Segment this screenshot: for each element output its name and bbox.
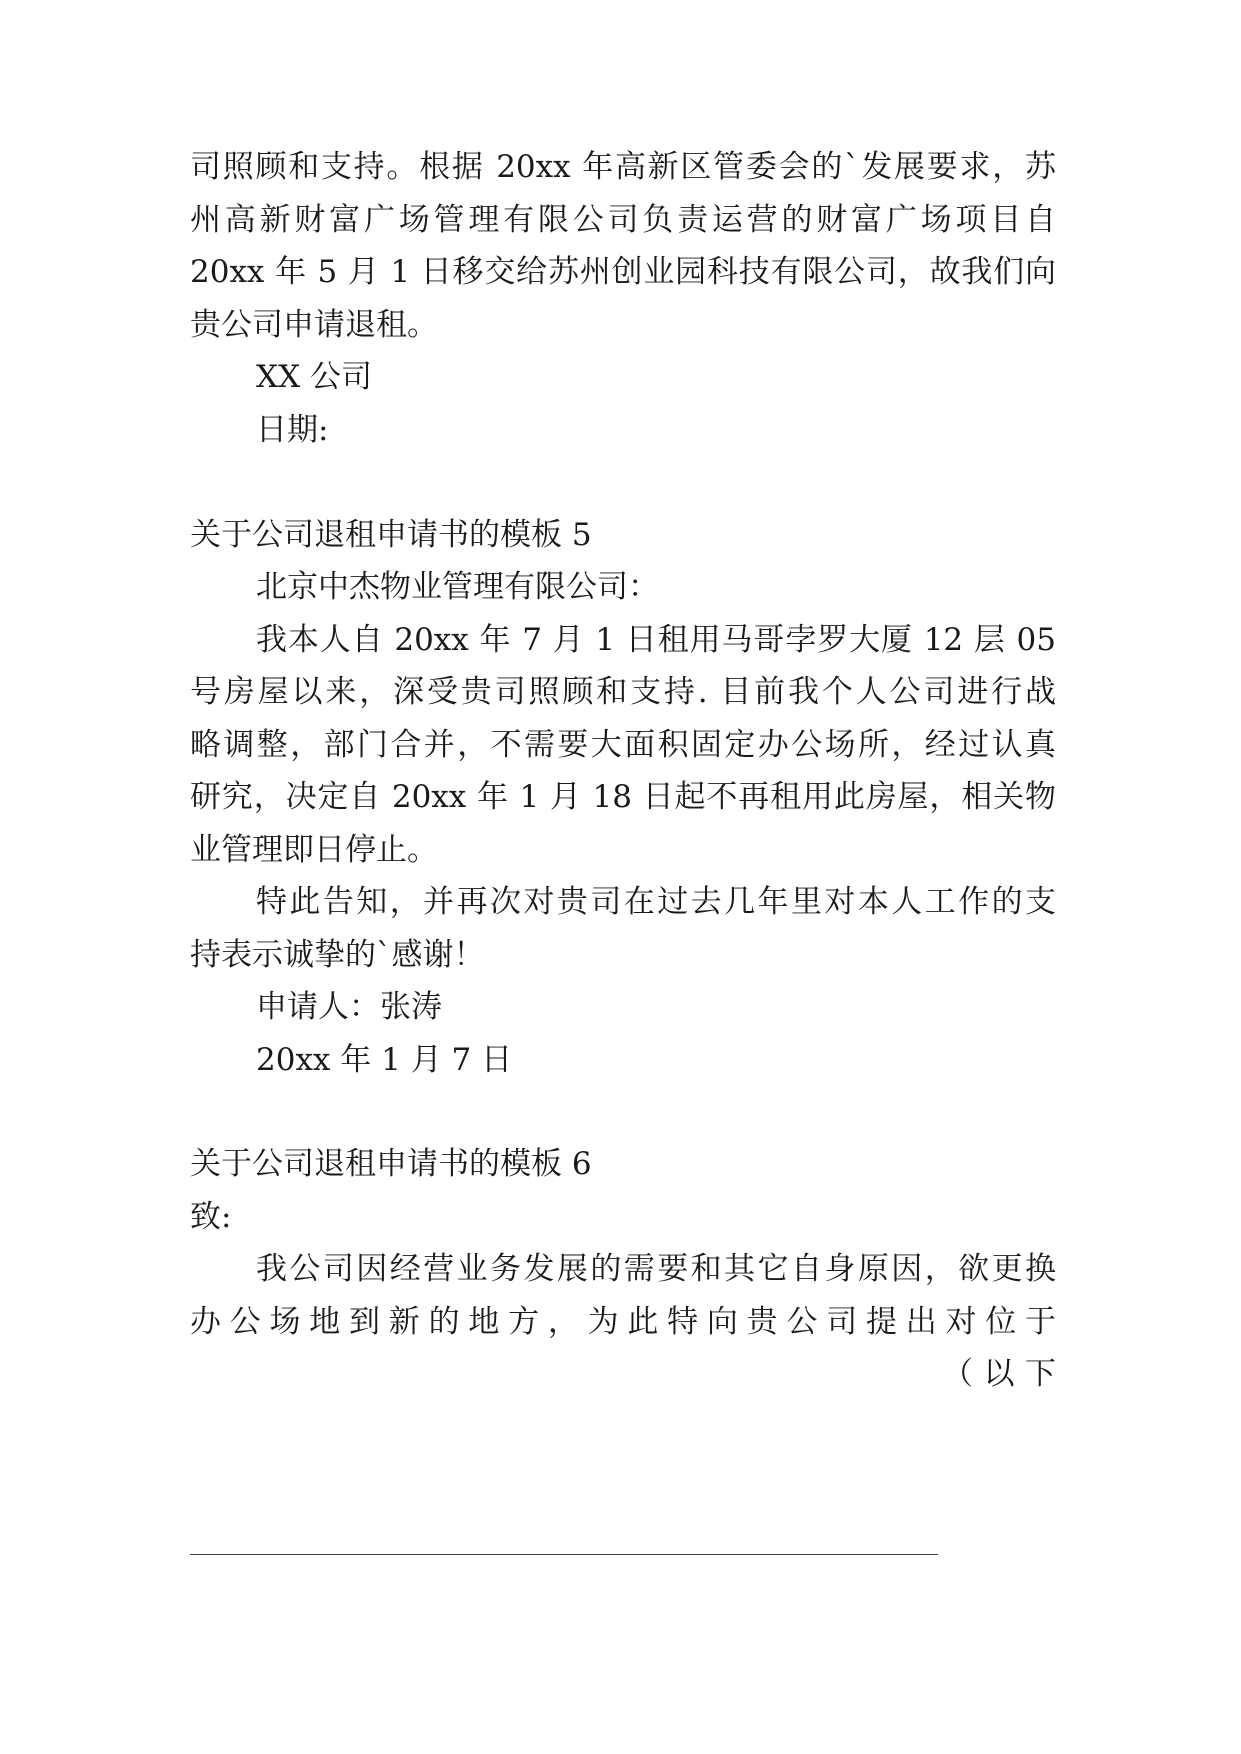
applicant-signature: 申请人：张涛 (256, 989, 442, 1025)
paragraph-line: 办公场地到新的地方，为此特向贵公司提出对位于 (190, 1304, 1056, 1340)
fill-in-blank-line (190, 1554, 938, 1555)
paragraph-line: 司照顾和支持。根据 20xx 年高新区管委会的`发展要求，苏 (190, 149, 1056, 185)
paragraph-line: 20xx 年 5 月 1 日移交给苏州创业园科技有限公司，故我们向 (190, 254, 1056, 290)
signature-date: 日期: (256, 412, 329, 448)
section-heading: 关于公司退租申请书的模板 5 (190, 517, 592, 553)
paragraph-line: 略调整，部门合并，不需要大面积固定办公场所，经过认真 (190, 727, 1056, 763)
addressee: 北京中杰物业管理有限公司： (256, 569, 659, 605)
paragraph-line: 州高新财富广场管理有限公司负责运营的财富广场项目自 (190, 202, 1056, 238)
paragraph-line: 研究，决定自 20xx 年 1 月 18 日起不再租用此房屋，相关物 (190, 779, 1056, 815)
paragraph-line: 业管理即日停止。 (190, 832, 438, 868)
section-heading: 关于公司退租申请书的模板 6 (190, 1146, 592, 1182)
paragraph-line: 号房屋以来，深受贵司照顾和支持. 目前我个人公司进行战 (190, 674, 1056, 710)
addressee: 致: (190, 1199, 232, 1235)
paragraph-line: 我公司因经营业务发展的需要和其它自身原因，欲更换 (256, 1251, 1056, 1287)
document-page (190, 0, 1056, 1754)
signature-company: XX 公司 (256, 359, 372, 395)
paragraph-line: 我本人自 20xx 年 7 月 1 日租用马哥孛罗大厦 12 层 05 (256, 622, 1056, 658)
paragraph-line: 持表示诚挚的`感谢！ (190, 937, 485, 973)
applicant-date: 20xx 年 1 月 7 日 (256, 1042, 513, 1078)
paragraph-line: 贵公司申请退租。 (190, 307, 438, 343)
paragraph-line: 特此告知，并再次对贵司在过去几年里对本人工作的支 (256, 884, 1056, 920)
paragraph-line: （以下 (942, 1356, 1056, 1392)
